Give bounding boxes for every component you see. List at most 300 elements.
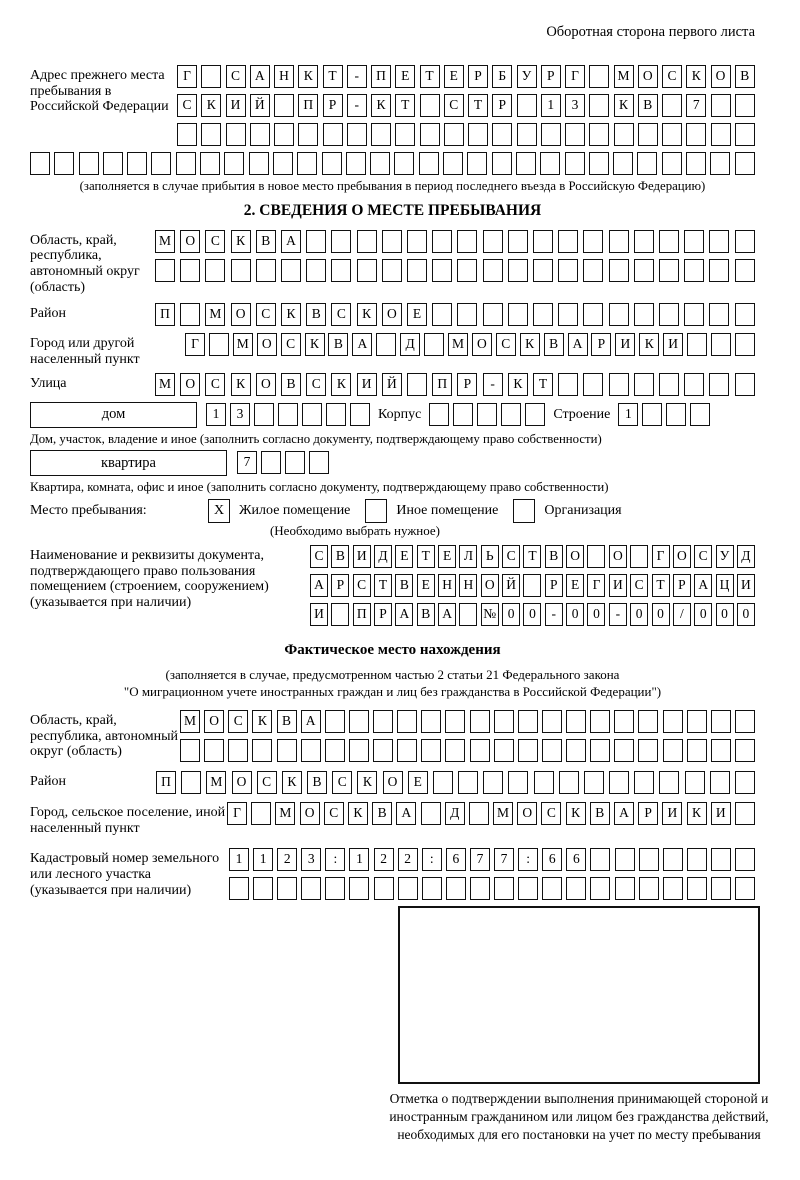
char-cell[interactable]: Б: [492, 65, 512, 88]
char-cell[interactable]: К: [252, 710, 272, 733]
char-cell[interactable]: [684, 303, 704, 326]
char-cell[interactable]: [566, 877, 586, 900]
char-cell[interactable]: И: [310, 603, 328, 626]
char-cell[interactable]: [261, 451, 281, 474]
char-cell[interactable]: [534, 771, 554, 794]
char-cell[interactable]: [735, 877, 755, 900]
char-cell[interactable]: Т: [323, 65, 343, 88]
char-cell[interactable]: [634, 259, 654, 282]
char-cell[interactable]: [590, 848, 610, 871]
char-cell[interactable]: [634, 303, 654, 326]
char-cell[interactable]: [659, 373, 679, 396]
char-cell[interactable]: [325, 877, 345, 900]
char-cell[interactable]: [508, 303, 528, 326]
char-cell[interactable]: 3: [565, 94, 585, 117]
char-cell[interactable]: А: [614, 802, 634, 825]
char-cell[interactable]: Е: [444, 65, 464, 88]
char-cell[interactable]: [470, 739, 490, 762]
char-cell[interactable]: П: [155, 303, 175, 326]
char-cell[interactable]: М: [275, 802, 295, 825]
char-cell[interactable]: [249, 152, 269, 175]
char-cell[interactable]: О: [383, 771, 403, 794]
char-cell[interactable]: [711, 94, 731, 117]
char-cell[interactable]: [103, 152, 123, 175]
char-cell[interactable]: -: [347, 65, 367, 88]
char-cell[interactable]: С: [228, 710, 248, 733]
char-cell[interactable]: Н: [438, 574, 456, 597]
char-cell[interactable]: [432, 303, 452, 326]
char-cell[interactable]: К: [639, 333, 659, 356]
char-cell[interactable]: К: [231, 230, 251, 253]
char-cell[interactable]: В: [638, 94, 658, 117]
char-cell[interactable]: 2: [398, 848, 418, 871]
char-cell[interactable]: [54, 152, 74, 175]
char-cell[interactable]: [470, 710, 490, 733]
char-cell[interactable]: [686, 152, 706, 175]
char-cell[interactable]: [518, 739, 538, 762]
char-cell[interactable]: 3: [230, 403, 250, 426]
char-cell[interactable]: [458, 771, 478, 794]
char-cell[interactable]: [201, 65, 221, 88]
char-cell[interactable]: В: [307, 771, 327, 794]
char-cell[interactable]: [614, 710, 634, 733]
char-cell[interactable]: [394, 152, 414, 175]
char-cell[interactable]: [373, 739, 393, 762]
char-cell[interactable]: :: [325, 848, 345, 871]
char-cell[interactable]: В: [590, 802, 610, 825]
char-cell[interactable]: [589, 152, 609, 175]
char-cell[interactable]: [301, 739, 321, 762]
char-cell[interactable]: [457, 259, 477, 282]
char-cell[interactable]: А: [395, 603, 413, 626]
char-cell[interactable]: И: [353, 545, 371, 568]
char-cell[interactable]: [666, 403, 686, 426]
char-cell[interactable]: [347, 123, 367, 146]
char-cell[interactable]: [518, 710, 538, 733]
char-cell[interactable]: [638, 123, 658, 146]
char-cell[interactable]: [370, 152, 390, 175]
char-cell[interactable]: [735, 710, 755, 733]
char-cell[interactable]: [457, 303, 477, 326]
char-cell[interactable]: [659, 230, 679, 253]
char-cell[interactable]: [376, 333, 396, 356]
char-cell[interactable]: 1: [541, 94, 561, 117]
char-cell[interactable]: [469, 802, 489, 825]
char-cell[interactable]: С: [256, 303, 276, 326]
char-cell[interactable]: Д: [374, 545, 392, 568]
char-cell[interactable]: [634, 230, 654, 253]
char-cell[interactable]: -: [347, 94, 367, 117]
char-cell[interactable]: [711, 710, 731, 733]
char-cell[interactable]: [420, 123, 440, 146]
char-cell[interactable]: Р: [673, 574, 691, 597]
char-cell[interactable]: [250, 123, 270, 146]
char-cell[interactable]: К: [282, 771, 302, 794]
char-cell[interactable]: [663, 877, 683, 900]
char-cell[interactable]: [589, 65, 609, 88]
char-cell[interactable]: №: [481, 603, 499, 626]
char-cell[interactable]: Р: [492, 94, 512, 117]
char-cell[interactable]: [614, 123, 634, 146]
char-cell[interactable]: С: [630, 574, 648, 597]
char-cell[interactable]: [349, 710, 369, 733]
char-cell[interactable]: 6: [446, 848, 466, 871]
char-cell[interactable]: [637, 152, 657, 175]
char-cell[interactable]: [589, 123, 609, 146]
char-cell[interactable]: [453, 403, 473, 426]
char-cell[interactable]: [662, 123, 682, 146]
char-cell[interactable]: С: [353, 574, 371, 597]
char-cell[interactable]: [226, 123, 246, 146]
char-cell[interactable]: [687, 848, 707, 871]
char-cell[interactable]: [331, 259, 351, 282]
char-cell[interactable]: [357, 259, 377, 282]
char-cell[interactable]: [229, 877, 249, 900]
char-cell[interactable]: Е: [395, 545, 413, 568]
char-cell[interactable]: [459, 603, 477, 626]
char-cell[interactable]: [687, 333, 707, 356]
char-cell[interactable]: 0: [502, 603, 520, 626]
char-cell[interactable]: [583, 373, 603, 396]
char-cell[interactable]: [483, 259, 503, 282]
char-cell[interactable]: -: [609, 603, 627, 626]
char-cell[interactable]: [614, 739, 634, 762]
char-cell[interactable]: [609, 373, 629, 396]
char-cell[interactable]: И: [662, 802, 682, 825]
char-cell[interactable]: О: [256, 373, 276, 396]
char-cell[interactable]: [326, 403, 346, 426]
char-cell[interactable]: О: [382, 303, 402, 326]
char-cell[interactable]: [274, 123, 294, 146]
checkbox-zhiloe[interactable]: X: [208, 499, 230, 523]
char-cell[interactable]: [684, 373, 704, 396]
char-cell[interactable]: Т: [652, 574, 670, 597]
char-cell[interactable]: С: [444, 94, 464, 117]
char-cell[interactable]: П: [371, 65, 391, 88]
char-cell[interactable]: [200, 152, 220, 175]
char-cell[interactable]: :: [518, 848, 538, 871]
char-cell[interactable]: В: [735, 65, 755, 88]
char-cell[interactable]: [684, 230, 704, 253]
char-cell[interactable]: :: [422, 848, 442, 871]
char-cell[interactable]: [494, 710, 514, 733]
char-cell[interactable]: О: [566, 545, 584, 568]
char-cell[interactable]: [398, 877, 418, 900]
char-cell[interactable]: К: [305, 333, 325, 356]
char-cell[interactable]: [711, 877, 731, 900]
char-cell[interactable]: Г: [565, 65, 585, 88]
char-cell[interactable]: [494, 739, 514, 762]
char-cell[interactable]: [281, 259, 301, 282]
char-cell[interactable]: 0: [587, 603, 605, 626]
char-cell[interactable]: [306, 259, 326, 282]
char-cell[interactable]: [558, 259, 578, 282]
char-cell[interactable]: С: [496, 333, 516, 356]
char-cell[interactable]: [566, 739, 586, 762]
char-cell[interactable]: [277, 877, 297, 900]
char-cell[interactable]: [445, 739, 465, 762]
char-cell[interactable]: 0: [737, 603, 755, 626]
char-cell[interactable]: О: [231, 303, 251, 326]
checkbox-inoe[interactable]: [365, 499, 387, 523]
char-cell[interactable]: [735, 802, 755, 825]
char-cell[interactable]: [687, 739, 707, 762]
char-cell[interactable]: [252, 739, 272, 762]
char-cell[interactable]: [735, 94, 755, 117]
char-cell[interactable]: [638, 739, 658, 762]
char-cell[interactable]: С: [205, 230, 225, 253]
char-cell[interactable]: [584, 771, 604, 794]
char-cell[interactable]: К: [201, 94, 221, 117]
char-cell[interactable]: [306, 230, 326, 253]
char-cell[interactable]: В: [328, 333, 348, 356]
char-cell[interactable]: [444, 123, 464, 146]
char-cell[interactable]: 1: [206, 403, 226, 426]
char-cell[interactable]: С: [257, 771, 277, 794]
char-cell[interactable]: М: [493, 802, 513, 825]
char-cell[interactable]: [155, 259, 175, 282]
char-cell[interactable]: 3: [301, 848, 321, 871]
char-cell[interactable]: И: [737, 574, 755, 597]
char-cell[interactable]: Т: [417, 545, 435, 568]
char-cell[interactable]: [533, 303, 553, 326]
char-cell[interactable]: С: [177, 94, 197, 117]
char-cell[interactable]: [382, 259, 402, 282]
char-cell[interactable]: В: [277, 710, 297, 733]
char-cell[interactable]: 1: [253, 848, 273, 871]
char-cell[interactable]: 2: [374, 848, 394, 871]
char-cell[interactable]: С: [541, 802, 561, 825]
char-cell[interactable]: [209, 333, 229, 356]
char-cell[interactable]: [711, 123, 731, 146]
char-cell[interactable]: С: [502, 545, 520, 568]
char-cell[interactable]: -: [545, 603, 563, 626]
char-cell[interactable]: [331, 603, 349, 626]
char-cell[interactable]: [382, 230, 402, 253]
char-cell[interactable]: [541, 123, 561, 146]
char-cell[interactable]: [30, 152, 50, 175]
char-cell[interactable]: [735, 373, 755, 396]
char-cell[interactable]: [176, 152, 196, 175]
char-cell[interactable]: С: [306, 373, 326, 396]
char-cell[interactable]: [709, 230, 729, 253]
char-cell[interactable]: [470, 877, 490, 900]
char-cell[interactable]: [180, 259, 200, 282]
char-cell[interactable]: [542, 877, 562, 900]
char-cell[interactable]: В: [545, 545, 563, 568]
char-cell[interactable]: С: [324, 802, 344, 825]
char-cell[interactable]: 1: [618, 403, 638, 426]
char-cell[interactable]: [349, 877, 369, 900]
char-cell[interactable]: Т: [523, 545, 541, 568]
char-cell[interactable]: [374, 877, 394, 900]
char-cell[interactable]: С: [694, 545, 712, 568]
char-cell[interactable]: [558, 230, 578, 253]
char-cell[interactable]: [278, 403, 298, 426]
char-cell[interactable]: [325, 739, 345, 762]
char-cell[interactable]: [542, 710, 562, 733]
char-cell[interactable]: [659, 771, 679, 794]
char-cell[interactable]: [516, 152, 536, 175]
char-cell[interactable]: А: [250, 65, 270, 88]
char-cell[interactable]: [177, 123, 197, 146]
char-cell[interactable]: [517, 123, 537, 146]
char-cell[interactable]: В: [281, 373, 301, 396]
char-cell[interactable]: 0: [694, 603, 712, 626]
checkbox-organizaciya[interactable]: [513, 499, 535, 523]
char-cell[interactable]: Р: [457, 373, 477, 396]
char-cell[interactable]: [483, 771, 503, 794]
char-cell[interactable]: [659, 303, 679, 326]
char-cell[interactable]: [298, 123, 318, 146]
char-cell[interactable]: 0: [630, 603, 648, 626]
char-cell[interactable]: [638, 710, 658, 733]
char-cell[interactable]: И: [615, 333, 635, 356]
char-cell[interactable]: Т: [374, 574, 392, 597]
char-cell[interactable]: Е: [566, 574, 584, 597]
char-cell[interactable]: [231, 259, 251, 282]
char-cell[interactable]: [443, 152, 463, 175]
char-cell[interactable]: [494, 877, 514, 900]
char-cell[interactable]: А: [310, 574, 328, 597]
char-cell[interactable]: Г: [185, 333, 205, 356]
char-cell[interactable]: А: [301, 710, 321, 733]
char-cell[interactable]: [558, 373, 578, 396]
char-cell[interactable]: К: [566, 802, 586, 825]
char-cell[interactable]: [277, 739, 297, 762]
char-cell[interactable]: О: [300, 802, 320, 825]
char-cell[interactable]: [322, 152, 342, 175]
char-cell[interactable]: [492, 123, 512, 146]
char-cell[interactable]: [685, 771, 705, 794]
char-cell[interactable]: [468, 123, 488, 146]
char-cell[interactable]: 7: [237, 451, 257, 474]
char-cell[interactable]: 7: [470, 848, 490, 871]
char-cell[interactable]: Г: [652, 545, 670, 568]
char-cell[interactable]: Н: [274, 65, 294, 88]
char-cell[interactable]: П: [432, 373, 452, 396]
char-cell[interactable]: Й: [250, 94, 270, 117]
char-cell[interactable]: О: [481, 574, 499, 597]
char-cell[interactable]: [709, 303, 729, 326]
char-cell[interactable]: [533, 230, 553, 253]
char-cell[interactable]: [492, 152, 512, 175]
char-cell[interactable]: К: [357, 771, 377, 794]
char-cell[interactable]: О: [232, 771, 252, 794]
char-cell[interactable]: И: [609, 574, 627, 597]
char-cell[interactable]: [302, 403, 322, 426]
char-cell[interactable]: [711, 739, 731, 762]
char-cell[interactable]: М: [614, 65, 634, 88]
char-cell[interactable]: Г: [587, 574, 605, 597]
char-cell[interactable]: А: [281, 230, 301, 253]
char-cell[interactable]: С: [226, 65, 246, 88]
char-cell[interactable]: [687, 877, 707, 900]
char-cell[interactable]: [663, 710, 683, 733]
char-cell[interactable]: А: [438, 603, 456, 626]
char-cell[interactable]: К: [520, 333, 540, 356]
char-cell[interactable]: [735, 771, 755, 794]
char-cell[interactable]: М: [155, 230, 175, 253]
char-cell[interactable]: [735, 152, 755, 175]
char-cell[interactable]: С: [331, 303, 351, 326]
char-cell[interactable]: К: [508, 373, 528, 396]
char-cell[interactable]: [151, 152, 171, 175]
char-cell[interactable]: [533, 259, 553, 282]
char-cell[interactable]: С: [310, 545, 328, 568]
char-cell[interactable]: А: [352, 333, 372, 356]
char-cell[interactable]: [609, 771, 629, 794]
char-cell[interactable]: Е: [395, 65, 415, 88]
char-cell[interactable]: 1: [349, 848, 369, 871]
char-cell[interactable]: К: [357, 303, 377, 326]
char-cell[interactable]: В: [331, 545, 349, 568]
char-cell[interactable]: [710, 152, 730, 175]
char-cell[interactable]: А: [568, 333, 588, 356]
char-cell[interactable]: [421, 739, 441, 762]
char-cell[interactable]: П: [156, 771, 176, 794]
char-cell[interactable]: 0: [716, 603, 734, 626]
char-cell[interactable]: [477, 403, 497, 426]
char-cell[interactable]: [325, 710, 345, 733]
char-cell[interactable]: Р: [591, 333, 611, 356]
char-cell[interactable]: [397, 710, 417, 733]
char-cell[interactable]: Р: [374, 603, 392, 626]
char-cell[interactable]: Р: [541, 65, 561, 88]
char-cell[interactable]: [420, 94, 440, 117]
char-cell[interactable]: Р: [638, 802, 658, 825]
char-cell[interactable]: [224, 152, 244, 175]
char-cell[interactable]: /: [673, 603, 691, 626]
char-cell[interactable]: [663, 739, 683, 762]
char-cell[interactable]: [422, 877, 442, 900]
char-cell[interactable]: Е: [408, 771, 428, 794]
char-cell[interactable]: [566, 710, 586, 733]
char-cell[interactable]: [273, 152, 293, 175]
char-cell[interactable]: [446, 877, 466, 900]
char-cell[interactable]: 0: [652, 603, 670, 626]
char-cell[interactable]: [583, 303, 603, 326]
char-cell[interactable]: [204, 739, 224, 762]
char-cell[interactable]: К: [686, 65, 706, 88]
char-cell[interactable]: [663, 848, 683, 871]
char-cell[interactable]: Т: [395, 94, 415, 117]
char-cell[interactable]: [710, 771, 730, 794]
char-cell[interactable]: -: [483, 373, 503, 396]
char-cell[interactable]: В: [256, 230, 276, 253]
char-cell[interactable]: [613, 152, 633, 175]
char-cell[interactable]: [558, 303, 578, 326]
char-cell[interactable]: Й: [382, 373, 402, 396]
char-cell[interactable]: [395, 123, 415, 146]
char-cell[interactable]: [542, 739, 562, 762]
char-cell[interactable]: [251, 802, 271, 825]
char-cell[interactable]: [508, 230, 528, 253]
char-cell[interactable]: Й: [502, 574, 520, 597]
char-cell[interactable]: М: [155, 373, 175, 396]
char-cell[interactable]: [350, 403, 370, 426]
char-cell[interactable]: М: [448, 333, 468, 356]
char-cell[interactable]: О: [673, 545, 691, 568]
char-cell[interactable]: П: [353, 603, 371, 626]
char-cell[interactable]: [634, 373, 654, 396]
char-cell[interactable]: [735, 230, 755, 253]
char-cell[interactable]: Р: [331, 574, 349, 597]
char-cell[interactable]: Д: [737, 545, 755, 568]
char-cell[interactable]: [205, 259, 225, 282]
char-cell[interactable]: [690, 403, 710, 426]
char-cell[interactable]: [424, 333, 444, 356]
